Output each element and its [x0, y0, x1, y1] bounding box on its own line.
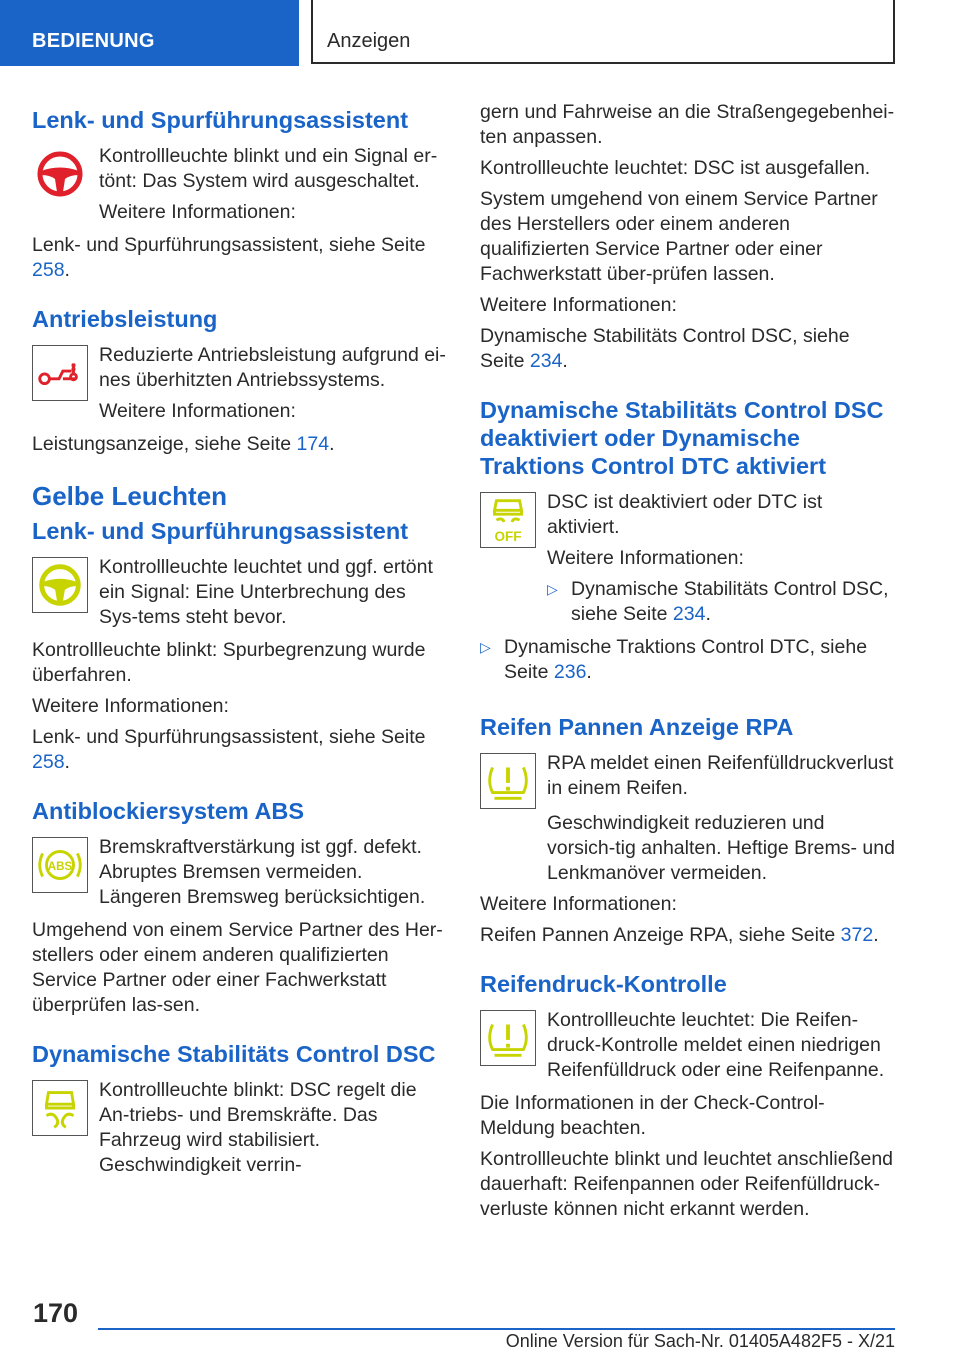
body-text: System umgehend von einem Service Partner des Herstellers oder einem anderen qualifizierten Service Partner oder einer Fachwerkstatt über-prüfen lassen.	[480, 188, 878, 285]
header-chapter-title: Anzeigen	[311, 0, 895, 64]
section-title: Reifen Pannen Anzeige RPA	[480, 714, 794, 740]
ref-text: Dynamische Stabilitäts Control DSC, siehe Seite	[480, 325, 850, 372]
section-dsc-continued: gern und Fahrweise an die Straßengegebenhei-ten anpassen. Kontrollleuchte leuchtet: DSC ist ausgefallen. System umgehend von einem Service Partner des Herstellers oder einem anderen qualifizierten Service Partner oder einer Fachwerkstatt über-prüfen lassen. Weitere Informationen: Dynamische Stabilitäts Control DSC, siehe Seite 234.	[480, 100, 898, 374]
section-title: Lenk- und Spurführungsassistent	[32, 518, 409, 544]
section-title: Lenk- und Spurführungsassistent	[32, 107, 409, 133]
info-label: Weitere Informationen:	[99, 400, 296, 422]
section-rdc	[480, 970, 898, 1222]
section-title: Reifendruck-Kontrolle	[480, 971, 727, 997]
body-text: RPA meldet einen Reifenfülldruckverlust in einem Reifen.	[547, 752, 894, 799]
drivetrain-warning-icon	[32, 345, 88, 401]
body-text: Die Informationen in der Check-Control-Meldung beachten.	[480, 1092, 825, 1139]
info-label: Weitere Informationen:	[99, 201, 296, 223]
section-rpa: Reifen Pannen Anzeige RPA RPA meldet einen Reifenfülldruckverlust in einem Reifen. Geschwindigkeit reduzieren und vorsich-tig anhalten. Heftige Brems- und Lenkmanöver vermeiden. Weitere Informationen: Reifen Pannen Anzeige RPA, siehe Seite 372.	[480, 713, 898, 948]
body-text: Kontrollleuchte blinkt: DSC regelt die An-triebs- und Bremskräfte. Das Fahrzeug wird stabilisiert. Geschwindigkeit verrin-	[99, 1079, 417, 1176]
body-text: Geschwindigkeit reduzieren und vorsich-tig anhalten. Heftige Brems- und Lenkmanöver vermeiden.	[547, 812, 895, 884]
section-dsc	[32, 1040, 447, 1184]
body-text: gern und Fahrweise an die Straßengegebenhei-ten anpassen.	[480, 101, 895, 148]
body-text: DSC ist deaktiviert oder DTC ist aktiviert.	[547, 491, 823, 538]
page-link-174[interactable]: 174	[296, 433, 330, 455]
header-section-tab: BEDIENUNG	[0, 0, 299, 66]
list-item: ▷ Dynamische Traktions Control DTC, siehe Seite 236.	[480, 635, 898, 691]
section-dsc-off	[480, 396, 898, 691]
section-title: Antiblockiersystem ABS	[32, 798, 305, 824]
left-column	[32, 100, 447, 1186]
body-text: Kontrollleuchte blinkt und ein Signal er-tönt: Das System wird ausgeschaltet.	[99, 145, 438, 192]
page-link-372[interactable]: 372	[840, 924, 874, 946]
info-label: Weitere Informationen:	[480, 893, 677, 915]
tire-pressure-warning-icon	[480, 753, 536, 809]
ref-text: Lenk- und Spurführungsassistent, siehe Seite	[32, 234, 426, 256]
page-link-234[interactable]: 234	[672, 603, 706, 625]
section-lenk-red: Lenk- und Spurführungsassistent Kontrollleuchte blinkt und ein Signal er-tönt: Das System wird ausgeschaltet. Weitere Informationen: Lenk- und Spurführungsassistent, siehe Seite 258.	[32, 106, 447, 283]
ref-text: Lenk- und Spurführungsassistent, siehe Seite	[32, 726, 426, 748]
right-column	[480, 100, 898, 1228]
steering-wheel-red-icon	[32, 146, 88, 202]
footer-divider	[98, 1328, 895, 1330]
dsc-skid-icon	[32, 1080, 88, 1136]
ref-text: Dynamische Traktions Control DTC, siehe Seite	[504, 636, 868, 683]
page-number: 170	[33, 1298, 79, 1328]
tire-pressure-control-icon	[480, 1010, 536, 1066]
body-text: Reduzierte Antriebsleistung aufgrund ei-nes überhitzten Antriebssystems.	[99, 344, 446, 391]
info-label: Weitere Informationen:	[32, 695, 229, 717]
body-text: Kontrollleuchte leuchtet: Die Reifen-druck-Kontrolle meldet einen niedrigen Reifenfülldruck oder eine Reifenpanne.	[547, 1009, 885, 1081]
steering-wheel-yellow-icon	[32, 557, 88, 613]
footer-online-version: Online Version für Sach-Nr. 01405A482F5 - X/21	[505, 1331, 895, 1351]
section-antrieb: Antriebsleistung Reduzierte Antriebsleistung aufgrund ei-nes überhitzten Antriebssystems. Weitere Informationen: Leistungsanzeige, siehe Seite 174.	[32, 306, 446, 455]
svg-text:ABS: ABS	[47, 860, 73, 873]
ref-text: Dynamische Stabilitäts Control DSC, siehe Seite	[571, 578, 889, 625]
section-title: Antriebsleistung	[32, 306, 218, 332]
body-text: Kontrollleuchte leuchtet und ggf. ertönt ein Signal: Eine Unterbrechung des Sys-tems steht bevor.	[99, 556, 433, 628]
ref-text: Reifen Pannen Anzeige RPA, siehe Seite	[480, 924, 836, 946]
section-abs	[32, 797, 447, 1018]
page-link-258[interactable]: 258	[32, 751, 65, 773]
section-title: Dynamische Stabilitäts Control DSC	[32, 1041, 436, 1067]
bullet-triangle-icon: ▷	[547, 581, 558, 597]
dsc-off-icon-label: OFF	[494, 529, 522, 545]
abs-warning-icon	[32, 837, 88, 893]
chapter-title: Gelbe Leuchten	[32, 481, 228, 511]
body-text: Kontrollleuchte leuchtet: DSC ist ausgefallen.	[480, 157, 871, 179]
page-link-234[interactable]: 234	[529, 350, 563, 372]
body-text: Bremskraftverstärkung ist ggf. defekt. Abruptes Bremsen vermeiden. Längeren Bremsweg berücksichtigen.	[99, 836, 426, 908]
info-label: Weitere Informationen:	[547, 547, 744, 569]
page-link-236[interactable]: 236	[553, 661, 587, 683]
dsc-off-icon	[480, 492, 536, 548]
body-text: Kontrollleuchte blinkt und leuchtet anschließend dauerhaft: Reifenpannen oder Reifenfülldruck-verluste können nicht erkannt werden.	[480, 1148, 894, 1220]
section-gelbe-leuchten: Gelbe Leuchten Lenk- und Spurführungsassistent Kontrollleuchte leuchtet und ggf. ertönt ein Signal: Eine Unterbrechung des Sys-tems steht bevor. Kontrollleuchte blinkt: Spurbegrenzung wurde überfahren. Weitere Informationen: Lenk- und Spurführungsassistent, siehe Seite 258.	[32, 479, 447, 775]
list-item: ▷ Dynamische Stabilitäts Control DSC, siehe Seite 234.	[547, 577, 898, 633]
section-title: Dynamische Stabilitäts Control DSC deaktiviert oder Dynamische Traktions Control DTC aktiviert	[480, 397, 884, 479]
body-text: Umgehend von einem Service Partner des Her-stellers oder einem anderen qualifizierten Service Partner oder einer Fachwerkstatt überprüfen las-sen.	[32, 919, 443, 1016]
info-label: Weitere Informationen:	[480, 294, 677, 316]
bullet-triangle-icon: ▷	[480, 639, 491, 655]
ref-text: Leistungsanzeige, siehe Seite	[32, 433, 292, 455]
page-link-258[interactable]: 258	[32, 259, 65, 281]
body-text: Kontrollleuchte blinkt: Spurbegrenzung wurde überfahren.	[32, 639, 426, 686]
